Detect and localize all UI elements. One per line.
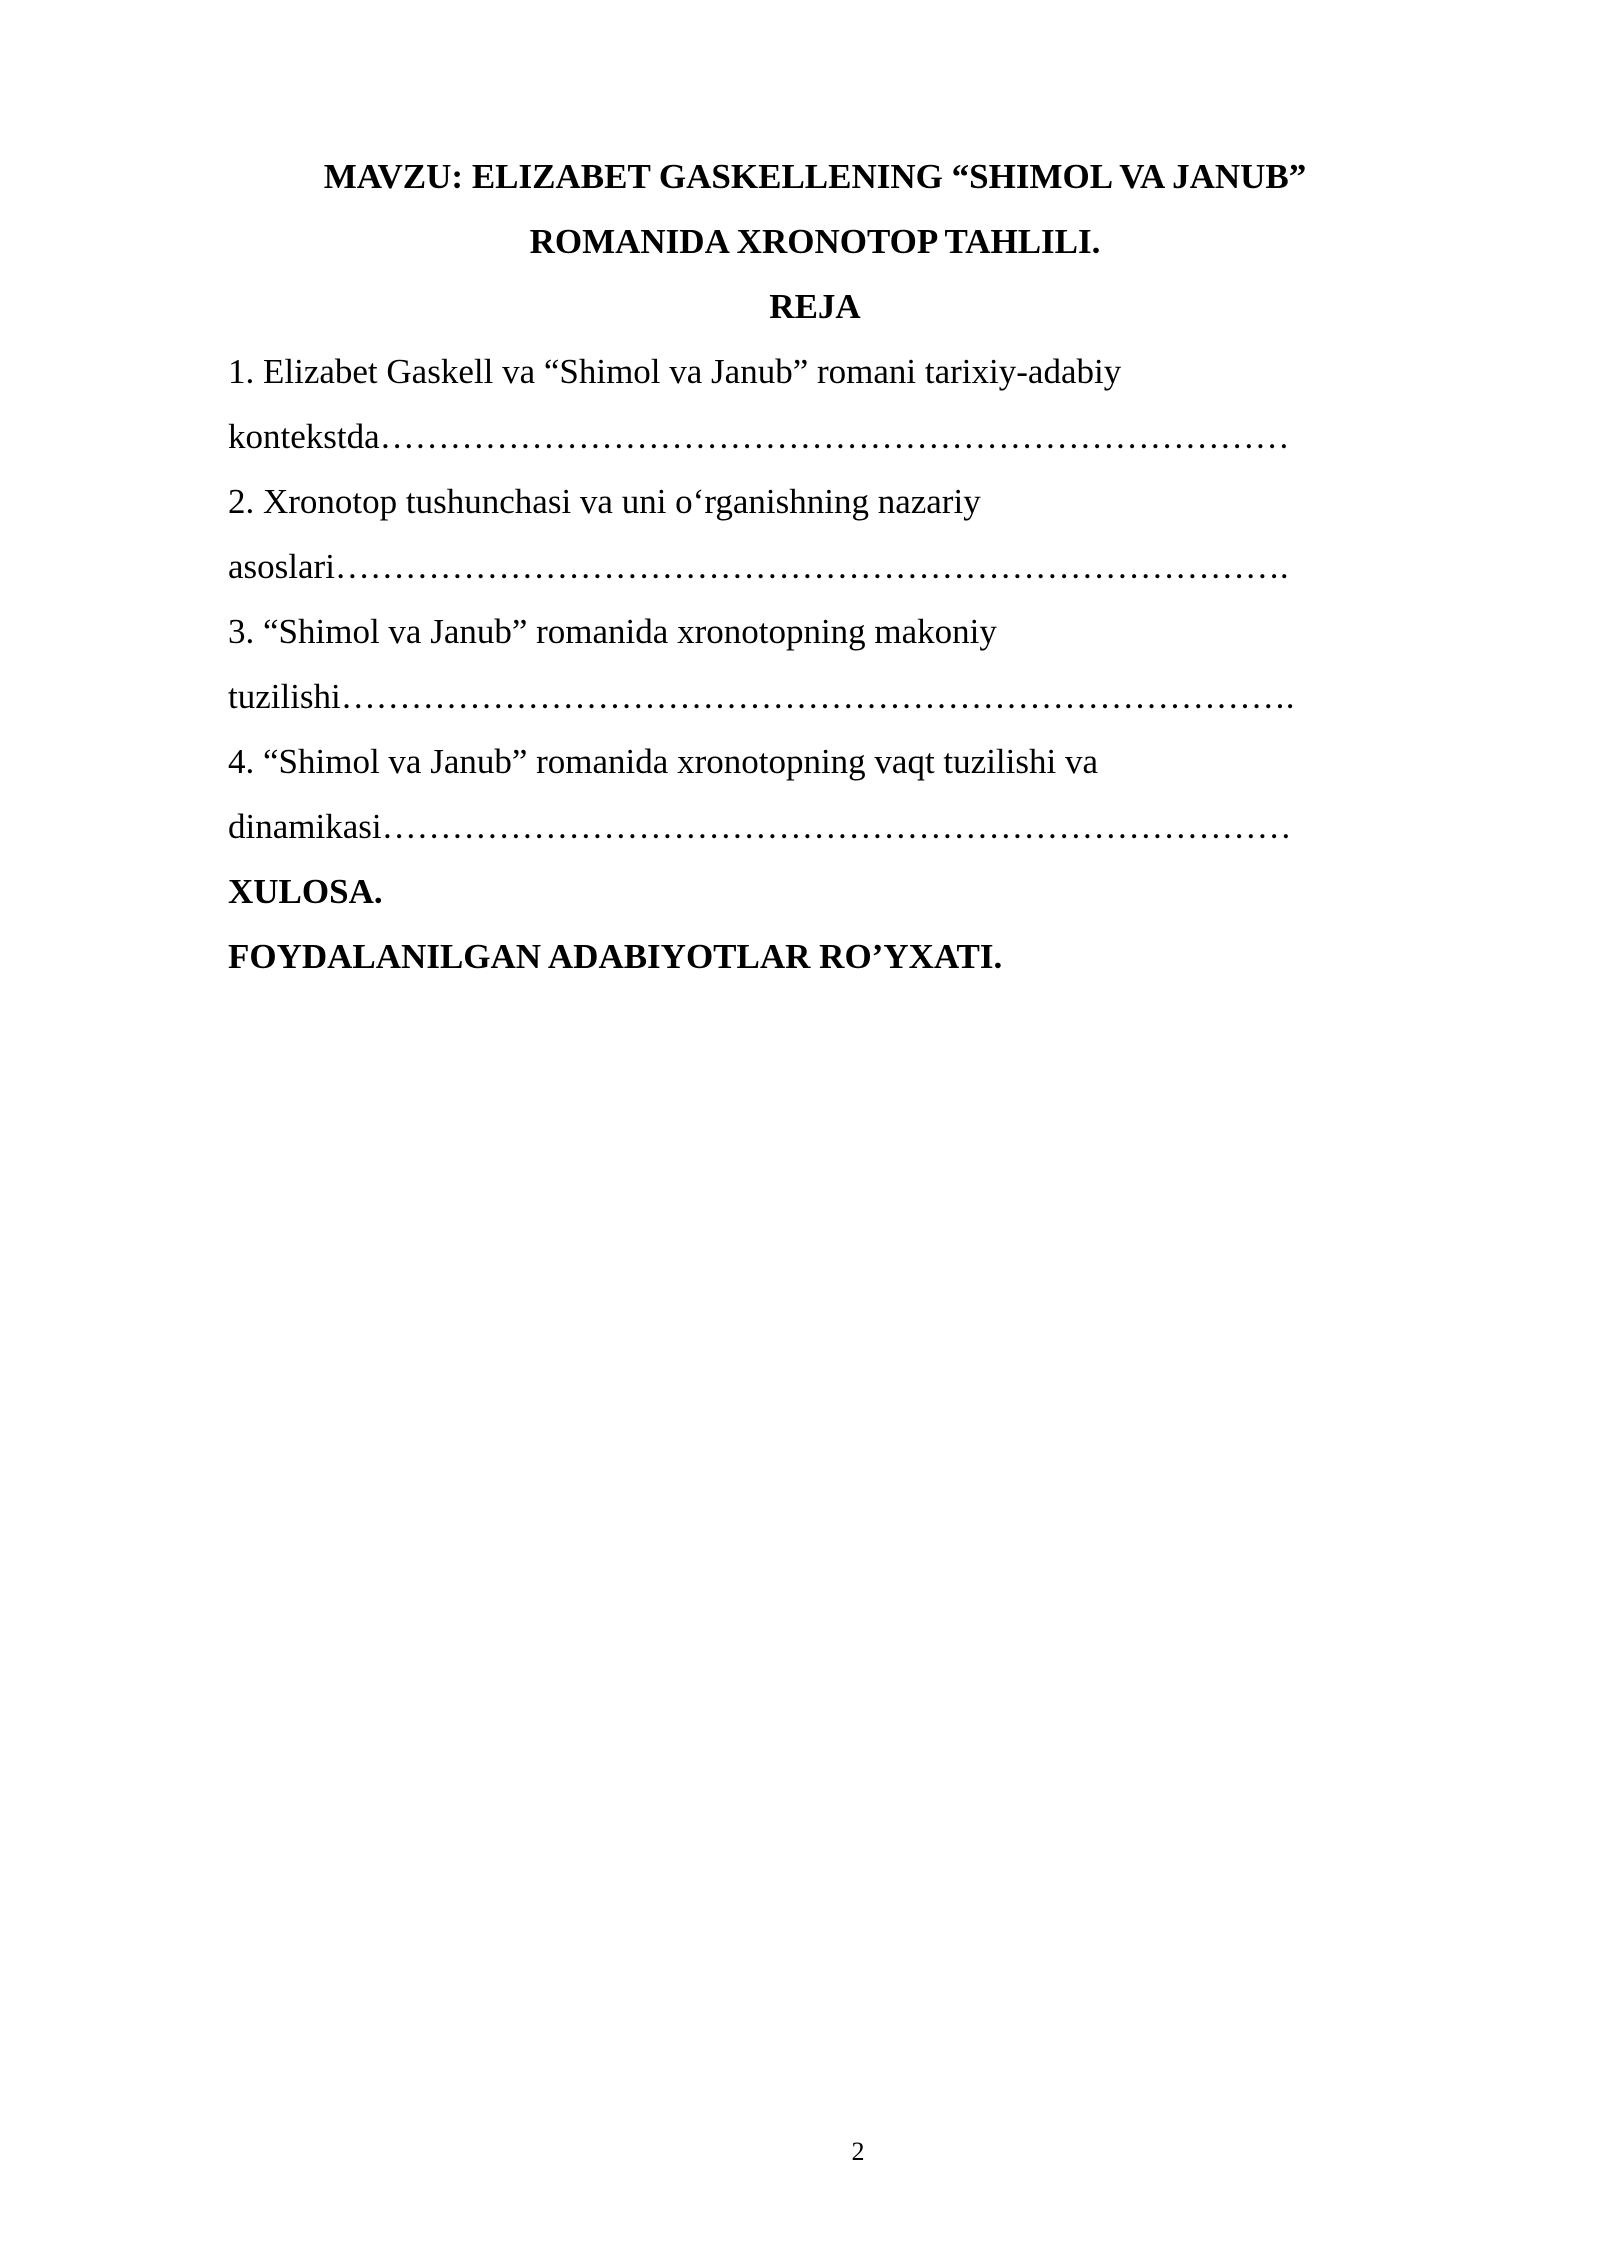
plan-heading: REJA [769,287,861,326]
plan-item-1-line-2: kontekstda…………………………………………………………………… [228,417,1290,456]
plan-item-3-line-1: 3. “Shimol va Janub” romanida xronotopning makoniy [228,612,997,651]
plan-item-2-line-2: asoslari………………………………………………………………………. [228,547,1289,586]
plan-item-3-line-2: tuzilishi………………………………………………………………………. [228,677,1295,716]
conclusion-heading: XULOSA. [228,872,383,911]
title-line-2: ROMANIDA XRONOTOP TAHLILI. [529,222,1101,261]
document-content [228,144,1374,989]
plan-item-4-line-1: 4. “Shimol va Janub” romanida xronotopning vaqt tuzilishi va [228,742,1098,781]
plan-item-4-line-2: dinamikasi…………………………………………………………………… [228,807,1292,846]
plan-item-2-line-1: 2. Xronotop tushunchasi va uni o‘rganishning nazariy [228,482,981,521]
references-heading: FOYDALANILGAN ADABIYOTLAR RO’YXATI. [228,937,1003,976]
title-line-1: MAVZU: ELIZABET GASKELLENING “SHIMOL VA JANUB” [323,157,1307,196]
page-number: 2 [851,2137,865,2166]
plan-item-1-line-1: 1. Elizabet Gaskell va “Shimol va Janub” romani tarixiy-adabiy [228,352,1122,391]
